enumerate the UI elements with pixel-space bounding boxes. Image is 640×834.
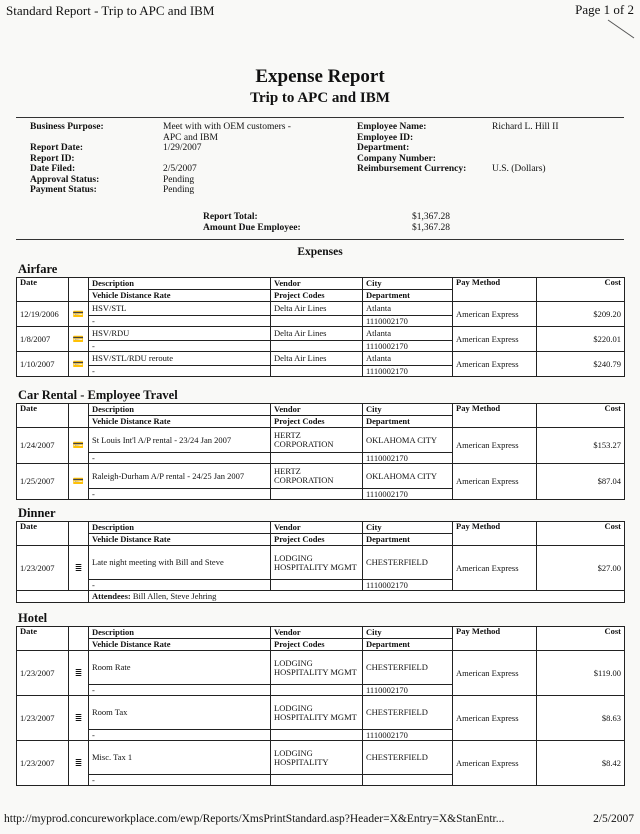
expense-project-codes bbox=[271, 341, 363, 352]
expense-city: Atlanta bbox=[363, 302, 453, 316]
col-header-vehicle: Vehicle Distance Rate bbox=[89, 639, 271, 651]
expenses-title: Expenses bbox=[297, 246, 343, 258]
expense-project-codes bbox=[271, 775, 363, 786]
page-corner-fold bbox=[606, 18, 636, 40]
amount-due-label: Amount Due Employee: bbox=[203, 222, 301, 233]
expense-project-codes bbox=[271, 685, 363, 696]
attendees-cell bbox=[89, 591, 625, 603]
report-id-label: Report ID: bbox=[30, 153, 75, 164]
expense-city: CHESTERFIELD bbox=[363, 546, 453, 580]
page-indicator: Page 1 of 2 bbox=[575, 2, 634, 17]
expense-city: OKLAHOMA CITY bbox=[363, 428, 453, 453]
expense-cost: $220.01 bbox=[537, 327, 625, 352]
expense-date: 1/25/2007 bbox=[17, 464, 69, 500]
reimbursement-currency-label: Reimbursement Currency: bbox=[357, 164, 467, 174]
expense-vehicle-distance-rate: - bbox=[89, 685, 271, 696]
expense-department: 1110002170 bbox=[363, 316, 453, 327]
expense-vendor: HERTZ CORPORATION bbox=[271, 428, 363, 453]
report-date-label: Report Date: bbox=[30, 143, 84, 153]
footer-url: http://myprod.concureworkplace.com/ewp/Reports/XmsPrintStandard.asp?Header=X&Entry=X&StanEntr... bbox=[4, 813, 505, 825]
expense-date: 1/23/2007 bbox=[17, 651, 69, 696]
expense-city: Atlanta bbox=[363, 327, 453, 341]
expense-description: Late night meeting with Bill and Steve bbox=[89, 546, 271, 580]
expense-project-codes bbox=[271, 580, 363, 591]
expense-pay-method: American Express bbox=[453, 741, 537, 786]
expense-table-hotel bbox=[16, 626, 625, 786]
expense-cost: $8.42 bbox=[537, 741, 625, 786]
col-header-city: City bbox=[363, 404, 453, 416]
attendees-label: Attendees: bbox=[92, 591, 131, 601]
col-header-project-codes: Project Codes bbox=[271, 290, 363, 302]
credit-card-icon: 💳 bbox=[69, 428, 89, 464]
expense-department bbox=[363, 775, 453, 786]
totals-values bbox=[412, 212, 492, 233]
expense-cost: $119.00 bbox=[537, 651, 625, 696]
expense-row[interactable] bbox=[17, 546, 625, 580]
col-header-project-codes: Project Codes bbox=[271, 534, 363, 546]
expense-project-codes bbox=[271, 316, 363, 327]
expense-date: 12/19/2006 bbox=[17, 302, 69, 327]
col-header-pay-method: Pay Method bbox=[453, 522, 537, 546]
approval-status-value: Pending bbox=[163, 174, 195, 185]
expense-project-codes bbox=[271, 489, 363, 500]
details-right-values bbox=[492, 122, 622, 175]
expense-row[interactable] bbox=[17, 651, 625, 685]
department-label: Department: bbox=[357, 143, 410, 153]
expense-department: 1110002170 bbox=[363, 685, 453, 696]
expense-row[interactable] bbox=[17, 327, 625, 341]
receipt-icon: ≣ bbox=[69, 546, 89, 591]
header-row bbox=[17, 404, 625, 416]
expense-department: 1110002170 bbox=[363, 730, 453, 741]
expense-pay-method: American Express bbox=[453, 352, 537, 377]
receipt-icon: ≣ bbox=[69, 696, 89, 741]
receipt-icon: ≣ bbox=[69, 651, 89, 696]
expense-pay-method: American Express bbox=[453, 696, 537, 741]
col-header-description: Description bbox=[89, 627, 271, 639]
category-title-car-rental-employee-travel: Car Rental - Employee Travel bbox=[18, 388, 178, 402]
col-header-vendor: Vendor bbox=[271, 404, 363, 416]
col-header-date: Date bbox=[17, 278, 69, 302]
credit-card-icon: 💳 bbox=[69, 327, 89, 352]
col-header-city: City bbox=[363, 522, 453, 534]
expense-cost: $209.20 bbox=[537, 302, 625, 327]
col-header-description: Description bbox=[89, 278, 271, 290]
col-header-pay-method: Pay Method bbox=[453, 404, 537, 428]
col-header-cost: Cost bbox=[537, 278, 625, 302]
col-header-description: Description bbox=[89, 404, 271, 416]
expense-row[interactable] bbox=[17, 302, 625, 316]
expense-pay-method: American Express bbox=[453, 651, 537, 696]
report-total-value: $1,367.28 bbox=[412, 212, 450, 222]
attendees-value: Bill Allen, Steve Jehring bbox=[132, 591, 217, 601]
col-header-department: Department bbox=[363, 639, 453, 651]
expense-department: 1110002170 bbox=[363, 341, 453, 352]
col-header-date: Date bbox=[17, 627, 69, 651]
expense-row[interactable] bbox=[17, 464, 625, 489]
totals-rule bbox=[16, 239, 624, 240]
col-header-date: Date bbox=[17, 404, 69, 428]
expense-description: HSV/STL bbox=[89, 302, 271, 316]
expense-table-airfare bbox=[16, 277, 625, 377]
category-title-dinner: Dinner bbox=[18, 506, 56, 520]
col-header-department: Department bbox=[363, 534, 453, 546]
col-header-pay-method: Pay Method bbox=[453, 278, 537, 302]
expense-vendor: LODGING HOSPITALITY MGMT bbox=[271, 651, 363, 685]
expense-vendor: LODGING HOSPITALITY bbox=[271, 741, 363, 775]
report-total-label: Report Total: bbox=[203, 212, 258, 222]
amount-due-value: $1,367.28 bbox=[412, 222, 450, 233]
expense-vehicle-distance-rate: - bbox=[89, 341, 271, 352]
attendees-empty bbox=[17, 591, 89, 603]
business-purpose-value: Meet with with OEM customers - bbox=[163, 122, 291, 132]
payment-status-value: Pending bbox=[163, 185, 195, 195]
expense-cost: $153.27 bbox=[537, 428, 625, 464]
col-header-city: City bbox=[363, 278, 453, 290]
expense-department: 1110002170 bbox=[363, 453, 453, 464]
footer-date: 2/5/2007 bbox=[593, 813, 634, 825]
col-header-icon bbox=[69, 522, 89, 546]
category-title-airfare: Airfare bbox=[18, 262, 58, 276]
expense-date: 1/24/2007 bbox=[17, 428, 69, 464]
expense-city: CHESTERFIELD bbox=[363, 651, 453, 685]
category-title-hotel: Hotel bbox=[18, 611, 48, 625]
expense-city: CHESTERFIELD bbox=[363, 741, 453, 775]
col-header-cost: Cost bbox=[537, 627, 625, 651]
col-header-cost: Cost bbox=[537, 404, 625, 428]
expense-vehicle-distance-rate: - bbox=[89, 730, 271, 741]
expense-project-codes bbox=[271, 453, 363, 464]
col-header-department: Department bbox=[363, 290, 453, 302]
col-header-project-codes: Project Codes bbox=[271, 416, 363, 428]
expense-description: Raleigh-Durham A/P rental - 24/25 Jan 2007 bbox=[89, 464, 271, 489]
expense-pay-method: American Express bbox=[453, 327, 537, 352]
report-subtitle: Trip to APC and IBM bbox=[250, 90, 390, 106]
expense-description: HSV/STL/RDU reroute bbox=[89, 352, 271, 366]
expense-date: 1/23/2007 bbox=[17, 546, 69, 591]
expense-description: Room Rate bbox=[89, 651, 271, 685]
expense-vehicle-distance-rate: - bbox=[89, 453, 271, 464]
company-number-label: Company Number: bbox=[357, 153, 436, 164]
expense-vendor: HERTZ CORPORATION bbox=[271, 464, 363, 489]
col-header-vendor: Vendor bbox=[271, 278, 363, 290]
header-row bbox=[17, 627, 625, 639]
expense-description: Misc. Tax 1 bbox=[89, 741, 271, 775]
report-title: Expense Report bbox=[255, 66, 385, 87]
credit-card-icon: 💳 bbox=[69, 302, 89, 327]
business-purpose-label: Business Purpose: bbox=[30, 122, 104, 132]
expense-department: 1110002170 bbox=[363, 489, 453, 500]
credit-card-icon: 💳 bbox=[69, 464, 89, 500]
details-left-labels bbox=[30, 122, 160, 196]
date-filed-value: 2/5/2007 bbox=[163, 164, 197, 174]
col-header-vehicle: Vehicle Distance Rate bbox=[89, 534, 271, 546]
header-row bbox=[17, 522, 625, 534]
employee-id-label: Employee ID: bbox=[357, 132, 414, 143]
col-header-description: Description bbox=[89, 522, 271, 534]
expense-vehicle-distance-rate: - bbox=[89, 580, 271, 591]
expense-vendor: Delta Air Lines bbox=[271, 302, 363, 316]
header-rule bbox=[16, 117, 624, 118]
expense-pay-method: American Express bbox=[453, 464, 537, 500]
expense-vehicle-distance-rate: - bbox=[89, 316, 271, 327]
col-header-icon bbox=[69, 404, 89, 428]
details-right-labels bbox=[357, 122, 487, 175]
expense-description: Room Tax bbox=[89, 696, 271, 730]
expense-description: HSV/RDU bbox=[89, 327, 271, 341]
expense-description: St Louis Int'l A/P rental - 23/24 Jan 2007 bbox=[89, 428, 271, 453]
col-header-pay-method: Pay Method bbox=[453, 627, 537, 651]
expense-row[interactable] bbox=[17, 428, 625, 453]
window-title: Standard Report - Trip to APC and IBM bbox=[6, 3, 215, 18]
col-header-project-codes: Project Codes bbox=[271, 639, 363, 651]
expense-vehicle-distance-rate: - bbox=[89, 489, 271, 500]
expense-department: 1110002170 bbox=[363, 366, 453, 377]
expense-vehicle-distance-rate: - bbox=[89, 775, 271, 786]
attendees-row bbox=[17, 591, 625, 603]
expense-pay-method: American Express bbox=[453, 546, 537, 591]
totals-labels bbox=[203, 212, 353, 233]
approval-status-label: Approval Status: bbox=[30, 174, 100, 185]
business-purpose-value-2: APC and IBM bbox=[163, 132, 218, 143]
col-header-vendor: Vendor bbox=[271, 627, 363, 639]
expense-row[interactable] bbox=[17, 352, 625, 366]
reimbursement-currency-value: U.S. (Dollars) bbox=[492, 164, 546, 174]
details-left-values bbox=[163, 122, 348, 196]
credit-card-icon: 💳 bbox=[69, 352, 89, 377]
col-header-icon bbox=[69, 627, 89, 651]
expense-cost: $87.04 bbox=[537, 464, 625, 500]
expense-pay-method: American Express bbox=[453, 302, 537, 327]
expense-cost: $8.63 bbox=[537, 696, 625, 741]
expense-row[interactable] bbox=[17, 741, 625, 775]
date-filed-label: Date Filed: bbox=[30, 164, 76, 174]
col-header-department: Department bbox=[363, 416, 453, 428]
header-row bbox=[17, 278, 625, 290]
employee-name-value: Richard L. Hill II bbox=[492, 122, 559, 132]
report-date-value: 1/29/2007 bbox=[163, 143, 202, 153]
col-header-date: Date bbox=[17, 522, 69, 546]
expense-department: 1110002170 bbox=[363, 580, 453, 591]
col-header-vehicle: Vehicle Distance Rate bbox=[89, 290, 271, 302]
expense-city: CHESTERFIELD bbox=[363, 696, 453, 730]
expense-vendor: LODGING HOSPITALITY MGMT bbox=[271, 546, 363, 580]
expense-cost: $240.79 bbox=[537, 352, 625, 377]
payment-status-label: Payment Status: bbox=[30, 185, 97, 195]
col-header-vendor: Vendor bbox=[271, 522, 363, 534]
col-header-city: City bbox=[363, 627, 453, 639]
col-header-icon bbox=[69, 278, 89, 302]
expense-city: OKLAHOMA CITY bbox=[363, 464, 453, 489]
expense-vendor: LODGING HOSPITALITY MGMT bbox=[271, 696, 363, 730]
col-header-vehicle: Vehicle Distance Rate bbox=[89, 416, 271, 428]
receipt-icon: ≣ bbox=[69, 741, 89, 786]
expense-vehicle-distance-rate: - bbox=[89, 366, 271, 377]
expense-row[interactable] bbox=[17, 696, 625, 730]
expense-project-codes bbox=[271, 730, 363, 741]
expense-date: 1/10/2007 bbox=[17, 352, 69, 377]
expense-vendor: Delta Air Lines bbox=[271, 327, 363, 341]
expense-date: 1/23/2007 bbox=[17, 741, 69, 786]
expense-date: 1/8/2007 bbox=[17, 327, 69, 352]
expense-city: Atlanta bbox=[363, 352, 453, 366]
expense-table-dinner bbox=[16, 521, 625, 603]
expense-project-codes bbox=[271, 366, 363, 377]
expense-vendor: Delta Air Lines bbox=[271, 352, 363, 366]
expense-cost: $27.00 bbox=[537, 546, 625, 591]
expense-table-car-rental-employee-travel bbox=[16, 403, 625, 500]
expense-pay-method: American Express bbox=[453, 428, 537, 464]
col-header-cost: Cost bbox=[537, 522, 625, 546]
employee-name-label: Employee Name: bbox=[357, 122, 427, 132]
expense-date: 1/23/2007 bbox=[17, 696, 69, 741]
